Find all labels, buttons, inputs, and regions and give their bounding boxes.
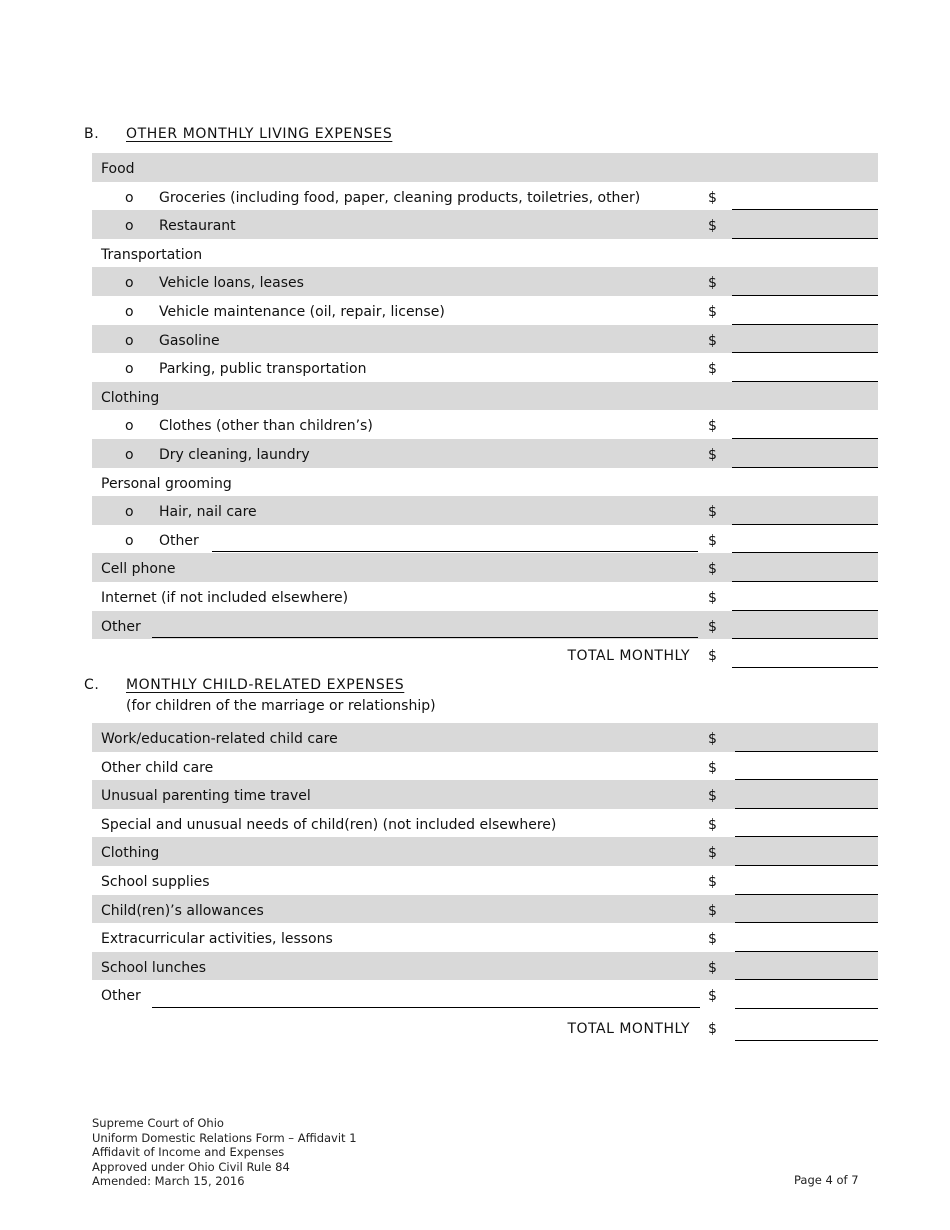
section-c-total-dollar: $ bbox=[708, 1021, 717, 1037]
expense-row bbox=[92, 182, 878, 211]
dollar-sign: $ bbox=[708, 446, 717, 463]
dollar-sign: $ bbox=[708, 218, 717, 235]
bullet-icon: o bbox=[125, 332, 134, 349]
expense-label: Vehicle maintenance (oil, repair, license) bbox=[159, 303, 445, 320]
dollar-sign: $ bbox=[708, 189, 717, 206]
expense-label: Restaurant bbox=[159, 218, 236, 235]
expense-label: Transportation bbox=[101, 246, 203, 263]
expense-row bbox=[92, 866, 878, 895]
dollar-sign: $ bbox=[708, 731, 717, 747]
expense-row bbox=[92, 325, 878, 354]
expense-label: Food bbox=[101, 161, 135, 177]
dollar-sign: $ bbox=[708, 275, 717, 292]
expense-label: Unusual parenting time travel bbox=[101, 788, 311, 805]
expense-label: Vehicle loans, leases bbox=[159, 275, 304, 292]
expense-label: Personal grooming bbox=[101, 475, 232, 492]
section-b-rows bbox=[92, 153, 878, 639]
dollar-sign: $ bbox=[708, 361, 717, 378]
expense-label: Extracurricular activities, lessons bbox=[101, 931, 333, 948]
expense-row bbox=[92, 582, 878, 611]
expense-row bbox=[92, 980, 878, 1009]
dollar-sign: $ bbox=[708, 418, 717, 435]
other-description-field[interactable] bbox=[152, 1007, 700, 1008]
footer-line: Supreme Court of Ohio bbox=[92, 1116, 224, 1130]
page-number: Page 4 of 7 bbox=[794, 1173, 859, 1187]
expense-label: Other bbox=[101, 618, 141, 635]
expense-label: Work/education-related child care bbox=[101, 731, 338, 747]
footer-line: Uniform Domestic Relations Form – Affidavit 1 bbox=[92, 1130, 357, 1145]
expense-label: Cell phone bbox=[101, 561, 176, 578]
dollar-sign: $ bbox=[708, 303, 717, 320]
expense-row bbox=[92, 353, 878, 382]
dollar-sign: $ bbox=[708, 959, 717, 976]
expense-row bbox=[92, 267, 878, 296]
expense-label: Clothing bbox=[101, 389, 160, 406]
expense-row bbox=[92, 210, 878, 239]
section-b-total bbox=[92, 640, 878, 668]
expense-row bbox=[92, 239, 878, 268]
bullet-icon: o bbox=[125, 189, 134, 206]
section-c-total bbox=[92, 1013, 878, 1041]
expense-label: Special and unusual needs of child(ren) (not included elsewhere) bbox=[101, 816, 557, 833]
bullet-icon: o bbox=[125, 446, 134, 463]
expense-label: Clothing bbox=[101, 845, 160, 862]
dollar-sign: $ bbox=[708, 931, 717, 948]
dollar-sign: $ bbox=[708, 561, 717, 578]
expense-label: Hair, nail care bbox=[159, 504, 257, 521]
bullet-icon: o bbox=[125, 418, 134, 435]
other-description-field[interactable] bbox=[152, 637, 698, 638]
expense-label: School lunches bbox=[101, 959, 207, 976]
section-c-title: MONTHLY CHILD-RELATED EXPENSES bbox=[126, 677, 405, 693]
bullet-icon: o bbox=[125, 275, 134, 292]
expense-label: Other child care bbox=[101, 759, 214, 776]
expense-row bbox=[92, 382, 878, 411]
footer-line: Affidavit of Income and Expenses bbox=[92, 1145, 285, 1159]
expense-label: Other bbox=[101, 988, 141, 1005]
expense-row bbox=[92, 752, 878, 781]
form-footer bbox=[92, 1116, 357, 1189]
expense-row bbox=[92, 923, 878, 952]
section-b-title: OTHER MONTHLY LIVING EXPENSES bbox=[126, 126, 393, 142]
dollar-sign: $ bbox=[708, 618, 717, 635]
section-c-total-field[interactable] bbox=[735, 1040, 878, 1041]
expense-label: Dry cleaning, laundry bbox=[159, 446, 310, 463]
section-c-rows bbox=[92, 723, 878, 1009]
expense-row bbox=[92, 439, 878, 468]
other-description-field[interactable] bbox=[212, 551, 698, 552]
expense-label: Child(ren)’s allowances bbox=[101, 902, 264, 919]
expense-row bbox=[92, 496, 878, 525]
amount-field[interactable] bbox=[732, 638, 878, 639]
expense-label: Gasoline bbox=[159, 332, 220, 349]
bullet-icon: o bbox=[125, 361, 134, 378]
footer-line: Amended: March 15, 2016 bbox=[92, 1174, 245, 1188]
dollar-sign: $ bbox=[708, 873, 717, 890]
expense-row bbox=[92, 410, 878, 439]
expense-row bbox=[92, 723, 878, 752]
expense-label: Other bbox=[159, 532, 199, 549]
section-c-subtitle: (for children of the marriage or relationship) bbox=[126, 698, 436, 714]
section-b-total-label: TOTAL MONTHLY bbox=[567, 648, 690, 664]
expense-row bbox=[92, 611, 878, 640]
expense-label: Internet (if not included elsewhere) bbox=[101, 589, 349, 606]
expense-row bbox=[92, 837, 878, 866]
footer-line: Approved under Ohio Civil Rule 84 bbox=[92, 1159, 290, 1174]
dollar-sign: $ bbox=[708, 902, 717, 919]
bullet-icon: o bbox=[125, 218, 134, 235]
expense-row bbox=[92, 553, 878, 582]
expense-row bbox=[92, 296, 878, 325]
expense-row bbox=[92, 780, 878, 809]
section-b-letter: B. bbox=[84, 126, 100, 142]
dollar-sign: $ bbox=[708, 845, 717, 862]
dollar-sign: $ bbox=[708, 532, 717, 549]
amount-field[interactable] bbox=[735, 1008, 878, 1009]
section-b-total-field[interactable] bbox=[732, 667, 878, 668]
section-c-total-label: TOTAL MONTHLY bbox=[567, 1021, 690, 1037]
dollar-sign: $ bbox=[708, 332, 717, 349]
dollar-sign: $ bbox=[708, 504, 717, 521]
expense-row bbox=[92, 468, 878, 497]
bullet-icon: o bbox=[125, 532, 134, 549]
expense-label: Parking, public transportation bbox=[159, 361, 367, 378]
expense-row bbox=[92, 809, 878, 838]
expense-label: Groceries (including food, paper, cleaning products, toiletries, other) bbox=[159, 189, 641, 206]
dollar-sign: $ bbox=[708, 589, 717, 606]
expense-row bbox=[92, 895, 878, 924]
dollar-sign: $ bbox=[708, 816, 717, 833]
expense-row bbox=[92, 952, 878, 981]
dollar-sign: $ bbox=[708, 759, 717, 776]
section-c-letter: C. bbox=[84, 677, 100, 693]
section-b-total-dollar: $ bbox=[708, 648, 717, 664]
dollar-sign: $ bbox=[708, 988, 717, 1005]
bullet-icon: o bbox=[125, 303, 134, 320]
dollar-sign: $ bbox=[708, 788, 717, 805]
expense-row bbox=[92, 153, 878, 182]
expense-label: Clothes (other than children’s) bbox=[159, 418, 373, 435]
bullet-icon: o bbox=[125, 504, 134, 521]
expense-row bbox=[92, 525, 878, 554]
expense-label: School supplies bbox=[101, 873, 210, 890]
